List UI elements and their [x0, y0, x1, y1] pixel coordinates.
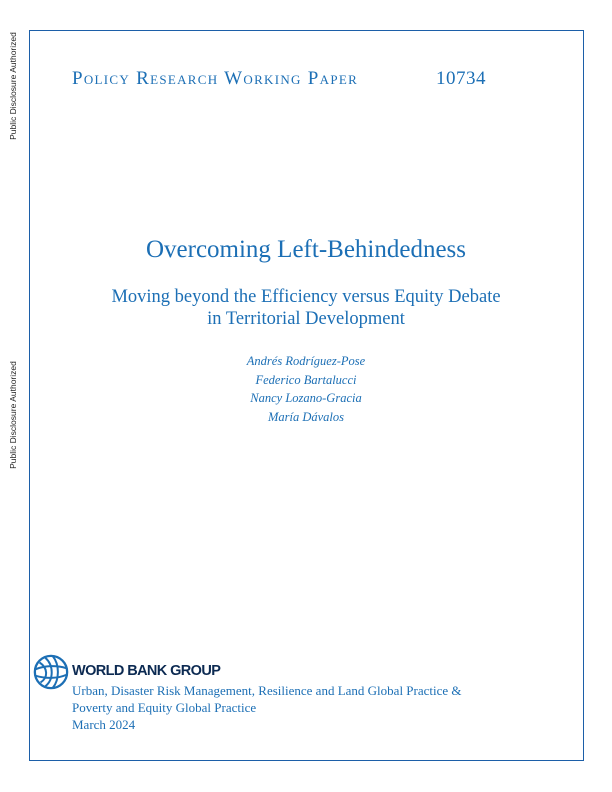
- paper-number: 10734: [436, 68, 486, 89]
- paper-subtitle-line-1: Moving beyond the Efficiency versus Equity Debate: [111, 287, 501, 307]
- paper-title: Overcoming Left-Behindedness: [145, 236, 467, 263]
- publication-date: March 2024: [72, 717, 136, 732]
- author-name: Nancy Lozano-Gracia: [250, 391, 362, 405]
- author-list: [0, 352, 612, 426]
- brand-name: WORLD BANK GROUP: [72, 663, 221, 679]
- paper-subtitle-line-2: in Territorial Development: [207, 309, 405, 329]
- author-name: María Dávalos: [267, 409, 345, 424]
- world-bank-globe-icon: [32, 653, 70, 691]
- author-name: Andrés Rodríguez-Pose: [246, 354, 366, 368]
- practice-line-1: Urban, Disaster Risk Management, Resilience and Land Global Practice &: [72, 683, 462, 698]
- disclosure-label-middle: Public Disclosure Authorized: [8, 361, 18, 469]
- author-name: Federico Bartalucci: [255, 372, 357, 387]
- disclosure-label-top: Public Disclosure Authorized: [8, 32, 18, 140]
- practice-line-2: Poverty and Equity Global Practice: [72, 700, 257, 715]
- series-title: Policy Research Working Paper: [72, 68, 359, 89]
